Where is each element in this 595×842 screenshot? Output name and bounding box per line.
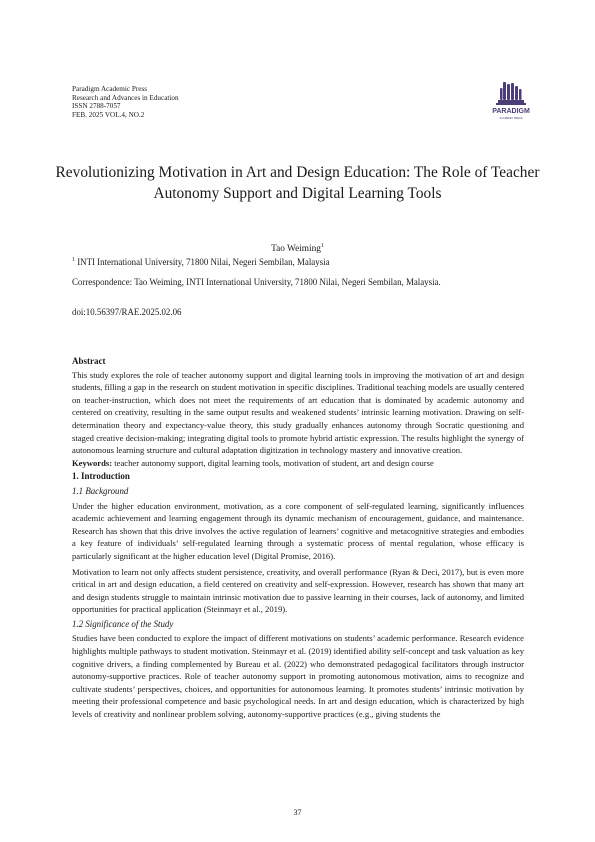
keywords-label: Keywords: — [72, 457, 113, 468]
logo-subtext: ACADEMIC PRESS — [499, 117, 523, 120]
issue-info: FEB. 2025 VOL.4, NO.2 — [72, 110, 145, 119]
paper-body — [72, 355, 524, 721]
section-heading-introduction: 1. Introduction — [72, 471, 130, 482]
keywords — [72, 457, 524, 470]
journal-name: Research and Advances in Education — [72, 93, 179, 102]
affiliation-sup: 1 — [72, 257, 75, 263]
journal-header — [72, 85, 179, 119]
paper-title: Revolutionizing Motivation in Art and Design Education: The Role of Teacher Autonomy Support and Digital Learning Tools — [55, 164, 540, 202]
author-name: Tao Weiming — [271, 244, 321, 254]
keywords-text: teacher autonomy support, digital learning tools, motivation of student, art and design course — [112, 457, 434, 468]
author-line — [0, 243, 595, 254]
subsection-heading-background: 1.1 Background — [72, 485, 129, 496]
doi: doi:10.56397/RAE.2025.02.06 — [72, 307, 182, 317]
logo-text: PARADIGM — [492, 108, 530, 115]
paragraph: Motivation to learn not only affects student persistence, creativity, and overall performance (Ryan & Deci, 2017), but is even more critical in art and design education, a field centered on creativity and self-expression. However, research has shown that many art and design students struggle to maintain intrinsic motivation due to passive learning in their courses, lack of autonomy, and limited opportunities for practical application (Steinmayr et al., 2019). — [72, 566, 524, 615]
abstract-text: This study explores the role of teacher autonomy support and digital learning tools in improving the motivation of art and design students, filling a gap in the research on student motivation in specific disciplines. Traditional teaching models are usually centered on teacher-instruction, which does not meet the requirements of art education that is dominated by academic autonomy and centered on creativity, resulting in the same output results and weakened students’ intrinsic learning motivation. Drawing on self-determination theory and expectancy-value theory, this study gradually enhances autonomy through Socratic questioning and staged creative decision-making; integrating digital tools to promote hybrid artistic expression. The results highlight the synergy of autonomous learning structure and cultural adaptation digitization in technology mastery and innovative creation. — [72, 369, 524, 456]
subsection-heading-significance: 1.2 Significance of the Study — [72, 618, 174, 629]
page-number: 37 — [293, 808, 302, 817]
author-sup: 1 — [320, 243, 324, 249]
abstract-heading: Abstract — [72, 356, 106, 366]
correspondence: Correspondence: Tao Weiming, INTI International University, 71800 Nilai, Negeri Sembilan, Malaysia. — [72, 277, 441, 287]
paragraph: Under the higher education environment, motivation, as a core component of self-regulated learning, significantly influences academic achievement and learning engagement through its dynamic mechanism of encouragement, guidance, and maintenance. Research has shown that this drive involves the active regulation of learners’ cognitive and metacognitive strategies and embodies a key feature of individuals’ self-regulated learning through a systematic process of mental regulation, whose efficacy is particularly significant at the higher education level (Digital Promise, 2016). — [72, 500, 524, 561]
paradigm-logo — [488, 80, 534, 122]
affiliation-text: INTI International University, 71800 Nilai, Negeri Sembilan, Malaysia — [77, 257, 330, 267]
issn: ISSN 2788-7057 — [72, 102, 121, 111]
affiliation — [72, 257, 330, 267]
publisher-name: Paradigm Academic Press — [72, 85, 148, 93]
paragraph: Studies have been conducted to explore the impact of different motivations on students’ academic performance. Research evidence highlights multiple pathways to student motivation. Steinmayr et al. (2019) identified ability self-concept and task valuation as key cognitive drivers, a finding complemented by Bureau et al. (2022) who demonstrated pedagogical facilitators through instructor autonomy-supportive practices. Role of teacher autonomy support in promoting autonomous motivation, aims to recognize and cultivate students’ perspectives, choices, and opportunities for autonomous learning. It promotes students’ intrinsic motivation by meeting their professional competence and basic psychological needs. In art and design education, which is characterized by high levels of creativity and nonlinear problem solving, autonomy-supportive practices (e.g., giving students the — [72, 633, 524, 720]
